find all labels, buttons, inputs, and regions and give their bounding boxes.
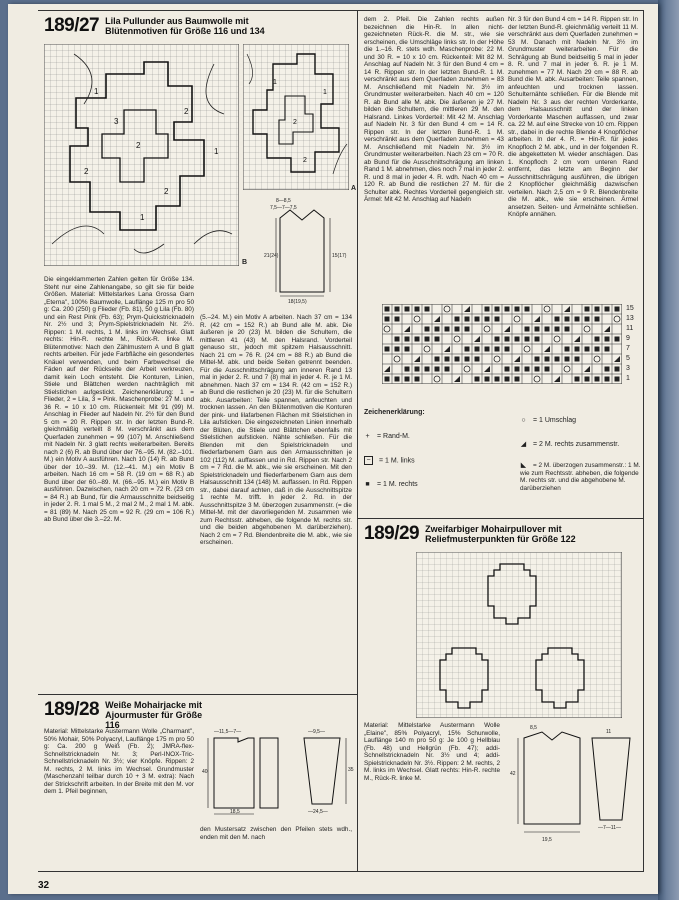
knit-stitch-mark: [465, 317, 470, 322]
knit-stitch-mark: [455, 327, 460, 332]
knit-stitch-mark: [615, 307, 620, 312]
section-number: 189/29: [364, 523, 420, 544]
knit-stitch-mark: [545, 367, 550, 372]
row-number: 11: [626, 325, 634, 332]
knit-stitch-mark: [555, 317, 560, 322]
section-28-text-col4: Nr. 3 für den Bund 4 cm = 14 R. Rippen str. In der letzten Bund-R. gleichmäßig verteilt 11 M. verschränkt aus dem Querfaden zunehmen = 53 M. Danach mit Nadeln Nr. 3½ im Grundmuster weiterarbeiten. Für die Schrägung ab Bund beidseitig 5 mal in jeder 8. R. und 7 mal in jeder 6. R. je 1 M. zunehmen = 77 M. Nach 29 cm = 88 R. ab Bund die M. abk. Ausarbeiten: Teile spannen, anfeuchten und trocknen lassen. Schulternähte schließen. Für die Blende mit Nadeln Nr. 3 aus der rechten Vorderkante, dem Halsausschnitt und der linken Vorderkante Maschen auffassen, und zwar ca. 22 M. auf eine Strecke von 10 cm. Rippen str., dabei in die rechte Blende 4 Knopflöcher arbeiten. In der 4. R. = Hin-R. für jedes Knopfloch 2 M. abk., und in der folgenden R. die abgeketteten M. wieder anschlagen. Das 1. Knopfloch 2 cm vom unteren Rand entfernt, das letzte am Beginn der Ausschnittschrägung ausführen, die übrigen 2 Knopflöcher gleichmäßig dazwischen verteilen. Nach 2,5 cm = 9 R. Blendenbreite die M. abk., wie sie erscheinen. Ärmel ansetzen. Seiten- und Ärmelnähte schließen. Knöpfe annähen.: [508, 16, 638, 218]
circle-icon: ○: [521, 416, 526, 424]
schematic-29-m4: 42: [510, 771, 516, 777]
knit-stitch-mark: [435, 367, 440, 372]
knit-stitch-mark: [615, 367, 620, 372]
knit-stitch-mark: [395, 307, 400, 312]
legend-title: Zeichenerklärung:: [364, 409, 425, 416]
knit-stitch-mark: [495, 347, 500, 352]
knit-stitch-mark: [615, 377, 620, 382]
knit-stitch-mark: [415, 377, 420, 382]
section-28-text-col3: dem 2. Pfeil. Die Zahlen rechts außen bezeichnen die Hin-R. In allen nicht-gezeichneten Rück-R. die M. str., wie sie erscheinen, die Umschläge links str. In der Höhe die 1.–16. R. stets wdh. Maschenprobe: 22 M. und 30 R. = 10 x 10 cm. Rückenteil: Mit 82 M. Anschlag auf Nadeln Nr. 3 für den Bund 4 cm = 14 R. Rippen str. In der letzten Bund-R. 1 M. verschränkt aus dem Querfaden zunehmen = 83 M. Anschließend mit Nadeln Nr. 3½ im Grundmuster weiterarbeiten. Nach 40 cm = 120 R. ab Bund alle M. abk. Die äußeren je 27 M. bilden die Schultern, die mittleren 29 M. den Halsrand. Linkes Vorderteil: Mit 42 M. Anschlag auf Nadeln Nr. 3 für den Bund 4 cm = 14 R. Rippen str. In der letzten Bund-R. 1 M. verschränkt aus dem Querfaden zunehmen = 43 M. Anschließend mit Nadeln Nr. 3½ im Grundmuster weiterarbeiten. Nach 23 cm = 70 R. ab Bund für die Ausschnittschrägung am linken Rand 1 M. abnehmen, dies noch 7 mal in jeder 2. R. und 8 mal in jeder 4. R. wdh. Nach 40 cm = 120 R. ab Bund die restlichen 27 M. für die Schulter abk. Rechtes Vorderteil gegengleich str. Ärmel: Mit 42 M. Anschlag auf Nadeln: [364, 16, 504, 203]
knit-stitch-mark: [585, 347, 590, 352]
legend-text: = 2 M. rechts zusammenstr.: [533, 441, 620, 448]
knit-stitch-mark: [435, 337, 440, 342]
knit-stitch-mark: [385, 377, 390, 382]
knit-stitch-mark: [445, 367, 450, 372]
knit-stitch-mark: [385, 347, 390, 352]
svg-text:1: 1: [273, 79, 277, 86]
knit-stitch-mark: [425, 327, 430, 332]
svg-text:1: 1: [323, 89, 327, 96]
knit-stitch-mark: [385, 307, 390, 312]
knit-stitch-mark: [575, 377, 580, 382]
knit-stitch-mark: [605, 377, 610, 382]
section-number: 189/28: [44, 699, 100, 720]
knit-stitch-mark: [465, 347, 470, 352]
knit-stitch-mark: [405, 377, 410, 382]
knit-stitch-mark: [545, 357, 550, 362]
row-number: 1: [626, 375, 630, 382]
knit-stitch-mark: [495, 317, 500, 322]
pattern-chart-29: [416, 552, 622, 718]
knit-stitch-mark: [475, 377, 480, 382]
knit-stitch-mark: [525, 327, 530, 332]
frame-top: [38, 10, 644, 11]
knit-stitch-mark: [475, 317, 480, 322]
knit-stitch-mark: [505, 347, 510, 352]
schematic-28-m1: —11,5—7—: [214, 729, 242, 735]
knit-stitch-mark: [535, 337, 540, 342]
knit-stitch-mark: [605, 347, 610, 352]
knit-stitch-mark: [405, 307, 410, 312]
svg-text:1: 1: [214, 147, 219, 156]
pattern-chart-b: [44, 44, 239, 266]
section-title: Lila Pullunder aus Baumwolle mit Blütenmotiven für Größe 116 und 134: [105, 16, 265, 36]
plus-icon: +: [365, 432, 370, 440]
svg-text:3: 3: [114, 117, 119, 126]
left-triangle-icon: ◣: [520, 462, 527, 469]
knit-stitch-mark: [515, 367, 520, 372]
legend-item-zusammen: [520, 440, 640, 449]
knit-stitch-mark: [405, 367, 410, 372]
knit-stitch-mark: [545, 327, 550, 332]
knit-stitch-mark: [595, 307, 600, 312]
legend-item-rechts: [364, 480, 494, 489]
row-number: 15: [626, 305, 634, 312]
knit-stitch-mark: [535, 327, 540, 332]
knit-stitch-mark: [515, 377, 520, 382]
knit-stitch-mark: [515, 337, 520, 342]
row-number: 13: [626, 315, 634, 322]
knit-stitch-mark: [465, 327, 470, 332]
legend-text: = 1 M. links: [379, 457, 415, 465]
knit-stitch-mark: [565, 327, 570, 332]
knit-stitch-mark: [565, 317, 570, 322]
knit-stitch-mark: [395, 377, 400, 382]
section-27-text-col1: Die eingeklammerten Zahlen gelten für Größe 134. Steht nur eine Zahlenangabe, so gilt sie für beide Größen. Material: Mittelstarkes Lana Grossa Garn „Eterna", 100% Baumwolle, Lauflänge 125 m pro 50 g: Ca. 200 (250) g Flieder (Fb. 81), 50 g Lila (Fb. 80) und ein Rest Pink (Fb. 63); Prym-Quickstricknadeln Nr. 2½ und 3; Prym-Spielstricknadeln Nr. 2½. Rippen: 1 M. rechts, 1 M. links im Wechsel. Glatt rechts: Hin-R. rechte M., Rück-R. linke M. Blütenmotive: Nach den Zählmustern A und B glatt rechts arbeiten. Für jede Farbfläche ein gesondertes Knäuel verwenden, und beim Farbwechsel die Fäden auf der Rückseite der Arbeit verkreuzen, damit kein Loch entsteht. Die Konturen, Linien, Stiele und Blättchen werden nachträglich mit Stielstichen aufgestickt. Zeichenerklärung: 1 = Flieder, 2 = Lila, 3 = Pink. Maschenprobe: 27 M. und 36 R. = 10 x 10 cm. Rückenteil: Mit 91 (99) M. Anschlag in Flieder auf Nadeln Nr. 2½ für den Bund 5 cm = 20 R. Rippen str. In der letzten Bund-R. gleichmäßig verteilt 8 M. verschränkt aus dem Querfaden zunehmen = 99 (107) M. Anschließend mit Nadeln Nr. 3 glatt rechts weiterarbeiten. Bereits nach 2 (6) R. ab Bund über der 76.–95. M. (82.–101. M.) ein Motiv A ausführen. Nach 10 (14) R. ab Bund über der 10.–39. M. (12.–41. M.) ein Motiv B arbeiten. Nach 16 cm = 58 R. (19 cm = 68 R.) ab Bund über der 60.–89. M. (66.–95. M.) ein Motiv B ausführen. Dazwischen, nach 20 cm = 72 R. (23 cm = 84 R.) ab Bund, für die Armausschnitte beidseitig in jeder 2. R. 1 mal 5 M., 2 mal 2 M., 2 mal 1 M. abk. = 81 (89) M. Nach 25 cm = 92 R. (29 cm = 106 R.) ab Bund über die 3.–22. M.: [44, 276, 194, 523]
knit-stitch-mark: [585, 377, 590, 382]
legend-text: = 1 M. rechts: [377, 481, 418, 488]
knit-stitch-mark: [565, 347, 570, 352]
knit-stitch-mark: [565, 357, 570, 362]
filled-square-icon: ■: [365, 480, 370, 488]
svg-text:2: 2: [293, 119, 297, 126]
knit-stitch-mark: [535, 367, 540, 372]
knit-stitch-mark: [395, 337, 400, 342]
knit-stitch-mark: [425, 367, 430, 372]
knit-stitch-mark: [395, 347, 400, 352]
chart-row-numbers: [626, 304, 640, 384]
column-divider: [357, 10, 358, 871]
knit-stitch-mark: [555, 327, 560, 332]
knit-stitch-mark: [525, 367, 530, 372]
knit-stitch-mark: [555, 357, 560, 362]
knit-stitch-mark: [505, 307, 510, 312]
section-29-text: Material: Mittelstarke Austermann Wolle „Elaine", 85% Polyacryl, 15% Schurwolle, Lauflänge 140 m pro 50 g: Je 100 g Hellblau (Fb. 48) und Hellgrün (Fb. 47); addi-Schnellstricknadeln Nr. 3½ und 4; addi-Spielstricknadeln Nr. 3½. Rippen: 2 M. rechts, 2 M. links im Wechsel. Glatt rechts: Hin-R. rechte M., Rück-R. linke M.: [364, 722, 500, 782]
knit-stitch-mark: [575, 347, 580, 352]
magazine-spine: [658, 0, 679, 900]
section-28-text-col2: den Mustersatz zwischen den Pfeilen stets wdh., enden mit den M. nach: [200, 826, 352, 841]
knit-stitch-mark: [585, 307, 590, 312]
svg-text:2: 2: [303, 157, 307, 164]
svg-text:2: 2: [136, 141, 141, 150]
pattern-chart-a: [243, 44, 349, 190]
knit-stitch-mark: [505, 377, 510, 382]
knit-stitch-mark: [605, 307, 610, 312]
knit-stitch-mark: [475, 357, 480, 362]
schematic-27-m2: 7,5—7—7,5: [270, 205, 297, 211]
section-divider-29: [358, 518, 644, 519]
legend-item-links: [364, 456, 494, 465]
section-number: 189/27: [44, 15, 100, 36]
schematic-27-m5: 15(17): [332, 253, 347, 259]
magazine-page: [8, 4, 658, 894]
knit-stitch-mark: [525, 307, 530, 312]
schematic-29-m1: 8,5: [530, 725, 537, 731]
knit-stitch-mark: [485, 317, 490, 322]
section-27-text-col2: (5.–24. M.) ein Motiv A arbeiten. Nach 37 cm = 134 R. (42 cm = 152 R.) ab Bund alle M. abk. Die äußeren je 20 (23) M. bilden die Schultern, die mittleren 41 (43) M. den Halsrand. Vorderteil genauso str., jedoch mit spitzem Halsausschnitt. Nach 21 cm = 76 R. (24 cm = 88 R.) ab Bund die Mittel-M. abk. und beide Seiten getrennt beenden. Für die Ausschnittschrägung am inneren Rand 13 mal in jeder 2. R. und 7 (8) mal in jeder 4. R. je 1 M. abnehmen. Nach 37 cm = 134 R. (42 cm = 152 R.) ab Bund die restlichen je 20 (23) M. für die Schultern abk. Ausarbeiten: Teile spannen, anfeuchten und trocknen lassen. An den Blütenmotiven die Konturen der pink- und lilafarbenen Flächen mit Stielstichen in Lila aufsticken. Die eingezeichneten Linien innerhalb der Blüten, die Stiele und Blättchen ebenfalls mit Stielstichen aufsticken. Nähte schließen. Für die Blenden mit den Spielstricknadeln und fliederfarbenem Garn aus den Armausschnitten je 102 (112) M. auffassen und in Rd. Rippen str. Nach 2 cm = 7 Rd. die M. abk., wie sie erscheinen. Mit den Spielstricknadeln und fliederfarbenem Garn aus dem Halsausschnitt 134 (148) M. auffassen. In Rd. Rippen str., dabei darauf achten, daß in die Ausschnittspitze 1 rechte M. trifft. In jeder 2. Rd. in der Ausschnittspitze 3 M. überzogen zusammenstr. (= die Mittel-M. mit der davorliegenden M. zusammen wie zum Rechtsstr. abheben, die folgende M. rechts str. und die beiden abgehobenen M. darüberziehen). Nach 2 cm = 7 Rd. Blendenbreite die M. abk., wie sie erscheinen.: [200, 314, 352, 546]
knit-stitch-mark: [395, 317, 400, 322]
knit-stitch-mark: [505, 367, 510, 372]
schematic-29-m2: 11: [606, 729, 612, 735]
knit-stitch-mark: [445, 357, 450, 362]
knit-stitch-mark: [425, 307, 430, 312]
knit-stitch-mark: [415, 337, 420, 342]
schematic-28-m10: —24,5—: [308, 809, 328, 815]
knit-stitch-mark: [415, 367, 420, 372]
knit-stitch-mark: [445, 327, 450, 332]
knit-stitch-mark: [595, 317, 600, 322]
schematic-28-m9: —9,5—: [308, 729, 325, 735]
schematic-28-m4: 40: [202, 769, 208, 775]
knit-stitch-mark: [485, 377, 490, 382]
legend-item-umschlag: [520, 416, 640, 425]
knit-stitch-mark: [515, 307, 520, 312]
knit-stitch-mark: [595, 347, 600, 352]
chart-b-label: B: [242, 259, 248, 266]
section-28-text-col1: Material: Mittelstarke Austermann Wolle „Charmant", 50% Mohair, 50% Polyacryl, Lauflänge 175 m pro 50 g: Ca. 200 g Weiß (Fb. 2); JMRA-flex-Schnellstricknadeln Nr. 3; Perl-INOX-Tric-Schnellstricknadeln Nr. 3½; vier Knöpfe. Rippen: 2 M. rechts, 2 M. links im Wechsel. Grundmuster (Maschenzahl teilbar durch 10 + 3 M. extra): Nach der Strickschrift arbeiten. In der Breite mit den M. vor dem 1. Pfeil beginnen,: [44, 728, 194, 795]
minus-box-icon: −: [364, 456, 373, 465]
knit-stitch-mark: [495, 337, 500, 342]
knit-stitch-mark: [535, 357, 540, 362]
legend-text: = Rand-M.: [377, 433, 410, 440]
knit-stitch-mark: [435, 327, 440, 332]
knit-stitch-mark: [485, 347, 490, 352]
knit-stitch-mark: [465, 357, 470, 362]
row-number: 5: [626, 355, 630, 362]
knit-stitch-mark: [485, 307, 490, 312]
knit-stitch-mark: [495, 377, 500, 382]
knit-stitch-mark: [605, 337, 610, 342]
garment-schematic-28: [200, 728, 354, 820]
legend-text: = 1 Umschlag: [533, 417, 576, 424]
schematic-28-m12: 35: [348, 767, 354, 773]
knit-stitch-mark: [595, 377, 600, 382]
frame-right: [643, 10, 644, 872]
knit-stitch-mark: [585, 317, 590, 322]
svg-text:2: 2: [84, 167, 89, 176]
knit-stitch-mark: [615, 337, 620, 342]
knit-stitch-mark: [385, 317, 390, 322]
section-header-27: [44, 16, 354, 36]
knit-stitch-mark: [505, 337, 510, 342]
row-number: 7: [626, 345, 630, 352]
section-header-29: [364, 524, 640, 544]
knit-stitch-mark: [435, 357, 440, 362]
schematic-27-m1: 8—8,5: [276, 198, 291, 204]
svg-text:2: 2: [184, 107, 189, 116]
section-title: Weiße Mohairjacke mit Ajourmuster für Größe 116: [105, 700, 203, 730]
knit-stitch-mark: [525, 337, 530, 342]
legend-text: = 2 M. überzogen zusammenstr.: 1 M. wie zum Rechtsstr. abheben, die folgende M. rechts str. und die abgehobene M. darüberziehen: [520, 462, 641, 492]
knit-stitch-mark: [405, 337, 410, 342]
legend-item-ueberzogen: [520, 462, 642, 492]
schematic-28-m8: 18,5: [230, 809, 240, 815]
knit-stitch-mark: [425, 337, 430, 342]
svg-text:2: 2: [164, 187, 169, 196]
frame-bottom: [38, 871, 644, 872]
page-number: 32: [38, 880, 50, 891]
knit-stitch-mark: [575, 317, 580, 322]
svg-text:1: 1: [94, 87, 99, 96]
right-triangle-icon: ◢: [520, 440, 527, 448]
chart-a-label: A: [351, 185, 357, 192]
svg-text:1: 1: [140, 213, 145, 222]
section-divider-28: [38, 694, 357, 695]
knit-stitch-mark: [595, 337, 600, 342]
schematic-27-m6: 21(24): [264, 253, 279, 259]
schematic-29-m3: —7—11—: [598, 825, 621, 831]
section-header-28: [44, 700, 354, 730]
knit-stitch-mark: [495, 307, 500, 312]
knit-stitch-mark: [415, 307, 420, 312]
knit-stitch-mark: [605, 367, 610, 372]
legend-item-rand: [364, 432, 494, 441]
row-number: 9: [626, 335, 630, 342]
knit-stitch-mark: [455, 357, 460, 362]
knit-stitch-mark: [455, 317, 460, 322]
section-title: Zweifarbiger Mohairpullover mit Reliefmusterpunkten für Größe 122: [425, 524, 576, 544]
schematic-27-m8: 18(19,5): [288, 299, 307, 305]
knitting-chart-28: [382, 304, 622, 384]
knit-stitch-mark: [405, 347, 410, 352]
row-number: 3: [626, 365, 630, 372]
knit-stitch-mark: [575, 357, 580, 362]
knit-stitch-mark: [475, 347, 480, 352]
schematic-29-m6: 19,5: [542, 837, 552, 843]
